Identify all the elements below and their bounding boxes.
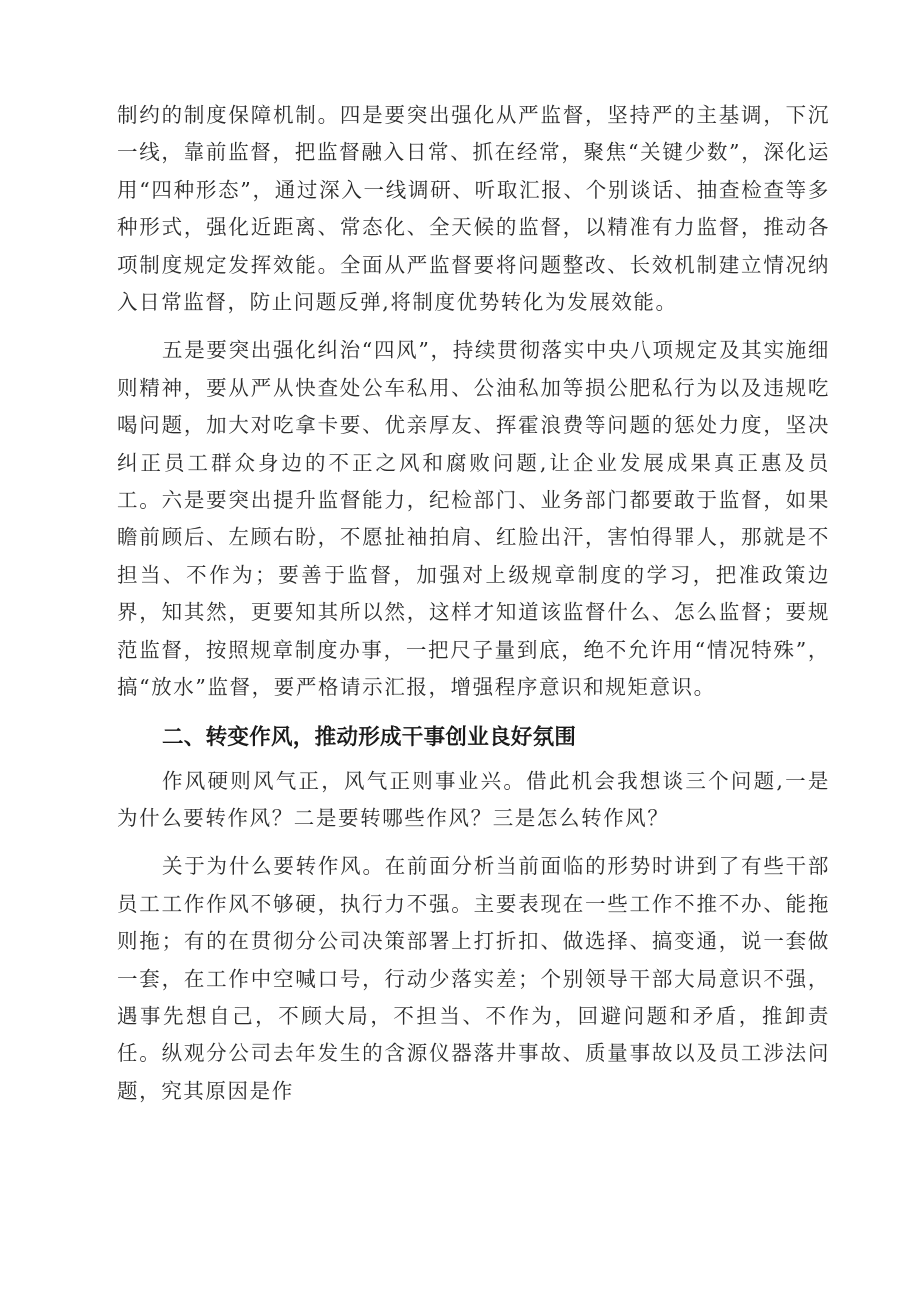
paragraph-style-intro: 作风硬则风气正，风气正则事业兴。借此机会我想谈三个问题,一是为什么要转作风？二是要转哪些作风？三是怎么转作风？: [117, 768, 830, 830]
paragraph-why-change-style: 关于为什么要转作风。在前面分析当前面临的形势时讲到了有些干部员工工作作风不够硬，执行力不强。主要表现在一些工作不推不办、能拖则拖；有的在贯彻分公司决策部署上打折扣、做选择、搞变通，说一套做一套，在工作中空喊口号，行动少落实差；个别领导干部大局意识不强，遇事先想自己，不顾大局，不担当、不作为，回避问题和矛盾，推卸责任。纵观分公司去年发生的含源仪器落井事故、质量事故以及员工涉法问题，究其原因是作: [117, 854, 830, 1103]
section-heading: 二、转变作风，推动形成干事创业良好氛围: [162, 724, 577, 750]
document-body: [117, 97, 830, 1110]
paragraph-five-six: 五是要突出强化纠治“四风”，持续贯彻落实中央八项规定及其实施细则精神，要从严从快查处公车私用、公油私加等损公肥私行为以及违规吃喝问题，加大对吃拿卡要、优亲厚友、挥霍浪费等问题的惩处力度，坚决纠正员工群众身边的不正之风和腐败问题,让企业发展成果真正惠及员工。六是要突出提升监督能力，纪检部门、业务部门都要敢于监督，如果瞻前顾后、左顾右盼，不愿扯袖拍肩、红脸出汗，害怕得罪人，那就是不担当、不作为；要善于监督，加强对上级规章制度的学习，把准政策边界，知其然，更要知其所以然，这样才知道该监督什么、怎么监督；要规范监督，按照规章制度办事，一把尺子量到底，绝不允许用“情况特殊”，搞“放水”监督，要严格请示汇报，增强程序意识和规矩意识。: [117, 338, 830, 700]
paragraph-continuation: 制约的制度保障机制。四是要突出强化从严监督，坚持严的主基调，下沉一线，靠前监督，把监督融入日常、抓在经常，聚焦“关键少数”，深化运用“四种形态”，通过深入一线调研、听取汇报、个别谈话、抽查检查等多种形式，强化近距离、常态化、全天候的监督，以精准有力监督，推动各项制度规定发挥效能。全面从严监督要将问题整改、长效机制建立情况纳入日常监督，防止问题反弹,将制度优势转化为发展效能。: [117, 103, 830, 315]
